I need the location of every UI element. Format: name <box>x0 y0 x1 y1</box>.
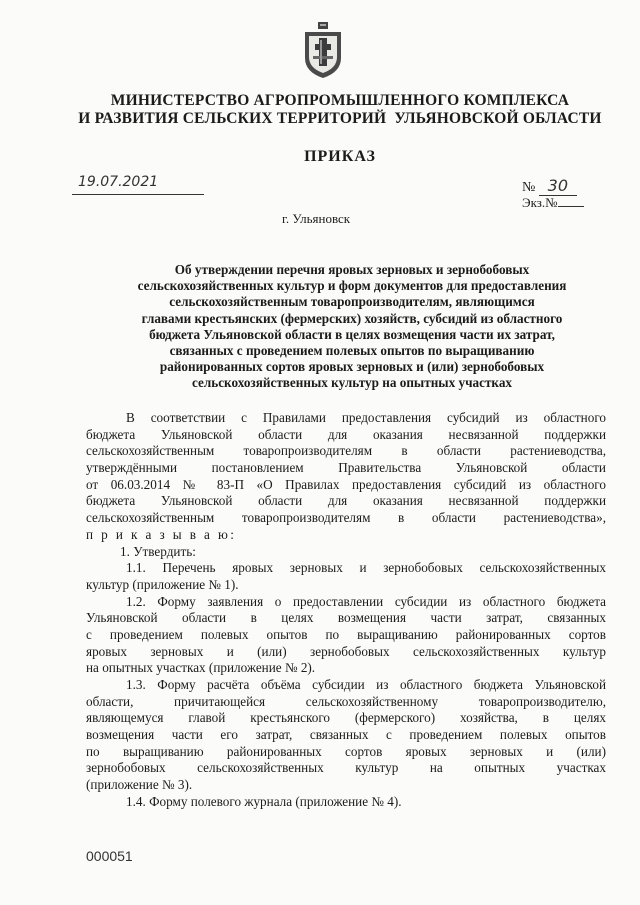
item-1-1-line: культур (приложение № 1). <box>86 576 239 592</box>
item-1-2-line: яровых зерновых и (или) зернобобовых сельскохозяйственных культур <box>86 643 606 659</box>
preamble-line: сельскохозяйственным товаропроизводителям в области растениеводства», <box>86 510 606 526</box>
order-body <box>86 410 606 811</box>
order-date: 19.07.2021 <box>72 174 204 195</box>
item-1-3-line: 1.3. Форму расчёта объёма субсидии из областного бюджета Ульяновской <box>126 677 606 692</box>
copy-number <box>522 194 584 211</box>
item-1: 1. Утвердить: <box>120 543 196 559</box>
item-1-3-line: по выращиванию районированных сортов яровых зерновых и (или) <box>86 743 606 759</box>
city: г. Ульяновск <box>282 211 351 226</box>
subject-line: сельскохозяйственных культур на опытных участках <box>191 375 513 391</box>
item-1-3-line: зернобобовых сельскохозяйственных культур на опытных участках <box>86 760 606 776</box>
subject-line: главами крестьянских (фермерских) хозяйств, субсидий из областного <box>141 310 563 326</box>
ministry-line-1: МИНИСТЕРСТВО АГРОПРОМЫШЛЕННОГО КОМПЛЕКСА <box>110 92 570 109</box>
preamble-line: бюджета Ульяновской области для оказания несвязанной поддержки <box>86 493 606 509</box>
copy-number-blank <box>558 194 584 207</box>
item-1-2-line: с проведением полевых опытов по выращиванию районированных сортов <box>86 626 606 642</box>
item-1-4: 1.4. Форму полевого журнала (приложение № 4). <box>126 793 402 809</box>
item-1-2-line: 1.2. Форму заявления о предоставлении субсидии из областного бюджета <box>126 593 606 609</box>
preamble-line: утверждёнными постановлением Правительства Ульяновской области <box>86 460 606 476</box>
item-1-3-line: являющемуся главой крестьянского (фермерского) хозяйства, в целях <box>86 710 606 726</box>
document-type-title: ПРИКАЗ <box>304 148 376 165</box>
order-number <box>522 176 577 196</box>
item-1-3-line: возмещения части его затрат, связанных с проведением полевых опытов <box>86 727 606 743</box>
page-code: 000051 <box>86 848 133 864</box>
order-number-label: № <box>522 180 536 195</box>
item-1-1-line: 1.1. Перечень яровых зерновых и зернобобовых сельскохозяйственных <box>126 560 606 576</box>
preamble-line: бюджета Ульяновской области для оказания несвязанной поддержки <box>86 426 606 442</box>
copy-number-label: Экз.№ <box>522 195 558 210</box>
order-number-value: 30 <box>539 176 577 196</box>
ministry-name <box>60 92 620 128</box>
subject-line: бюджета Ульяновской области в целях возмещения части их затрат, <box>149 326 555 342</box>
coat-of-arms-icon <box>303 22 343 78</box>
item-1-2-line: Ульяновской области в целях возмещения части затрат, связанных <box>86 610 606 626</box>
order-subject <box>86 262 618 392</box>
preamble-line: от 06.03.2014 № 83-П «О Правилах предоставления субсидий из областного <box>86 476 606 492</box>
ministry-line-2: И РАЗВИТИЯ СЕЛЬСКИХ ТЕРРИТОРИЙ УЛЬЯНОВСКОЙ ОБЛАСТИ <box>78 110 602 127</box>
subject-line: районированных сортов яровых зерновых и (или) зернобобовых <box>159 359 545 375</box>
subject-line: сельскохозяйственным товаропроизводителям, являющимся <box>169 294 535 310</box>
subject-line: сельскохозяйственных культур и форм документов для предоставления <box>137 278 567 294</box>
orders-word: п р и к а з ы в а ю: <box>86 526 237 542</box>
subject-line: Об утверждении перечня яровых зерновых и зернобобовых <box>174 262 530 277</box>
preamble-line: сельскохозяйственным товаропроизводителям в области растениеводства, <box>86 443 606 459</box>
item-1-3-line: (приложение № 3). <box>86 777 193 793</box>
item-1-3-line: области, причитающейся сельскохозяйственному товаропроизводителю, <box>86 693 606 709</box>
item-1-2-line: на опытных участках (приложение № 2). <box>86 660 316 676</box>
preamble-line: В соответствии с Правилами предоставления субсидий из областного <box>126 410 606 425</box>
subject-line: связанных с проведением полевых опытов по выращиванию <box>169 343 535 359</box>
